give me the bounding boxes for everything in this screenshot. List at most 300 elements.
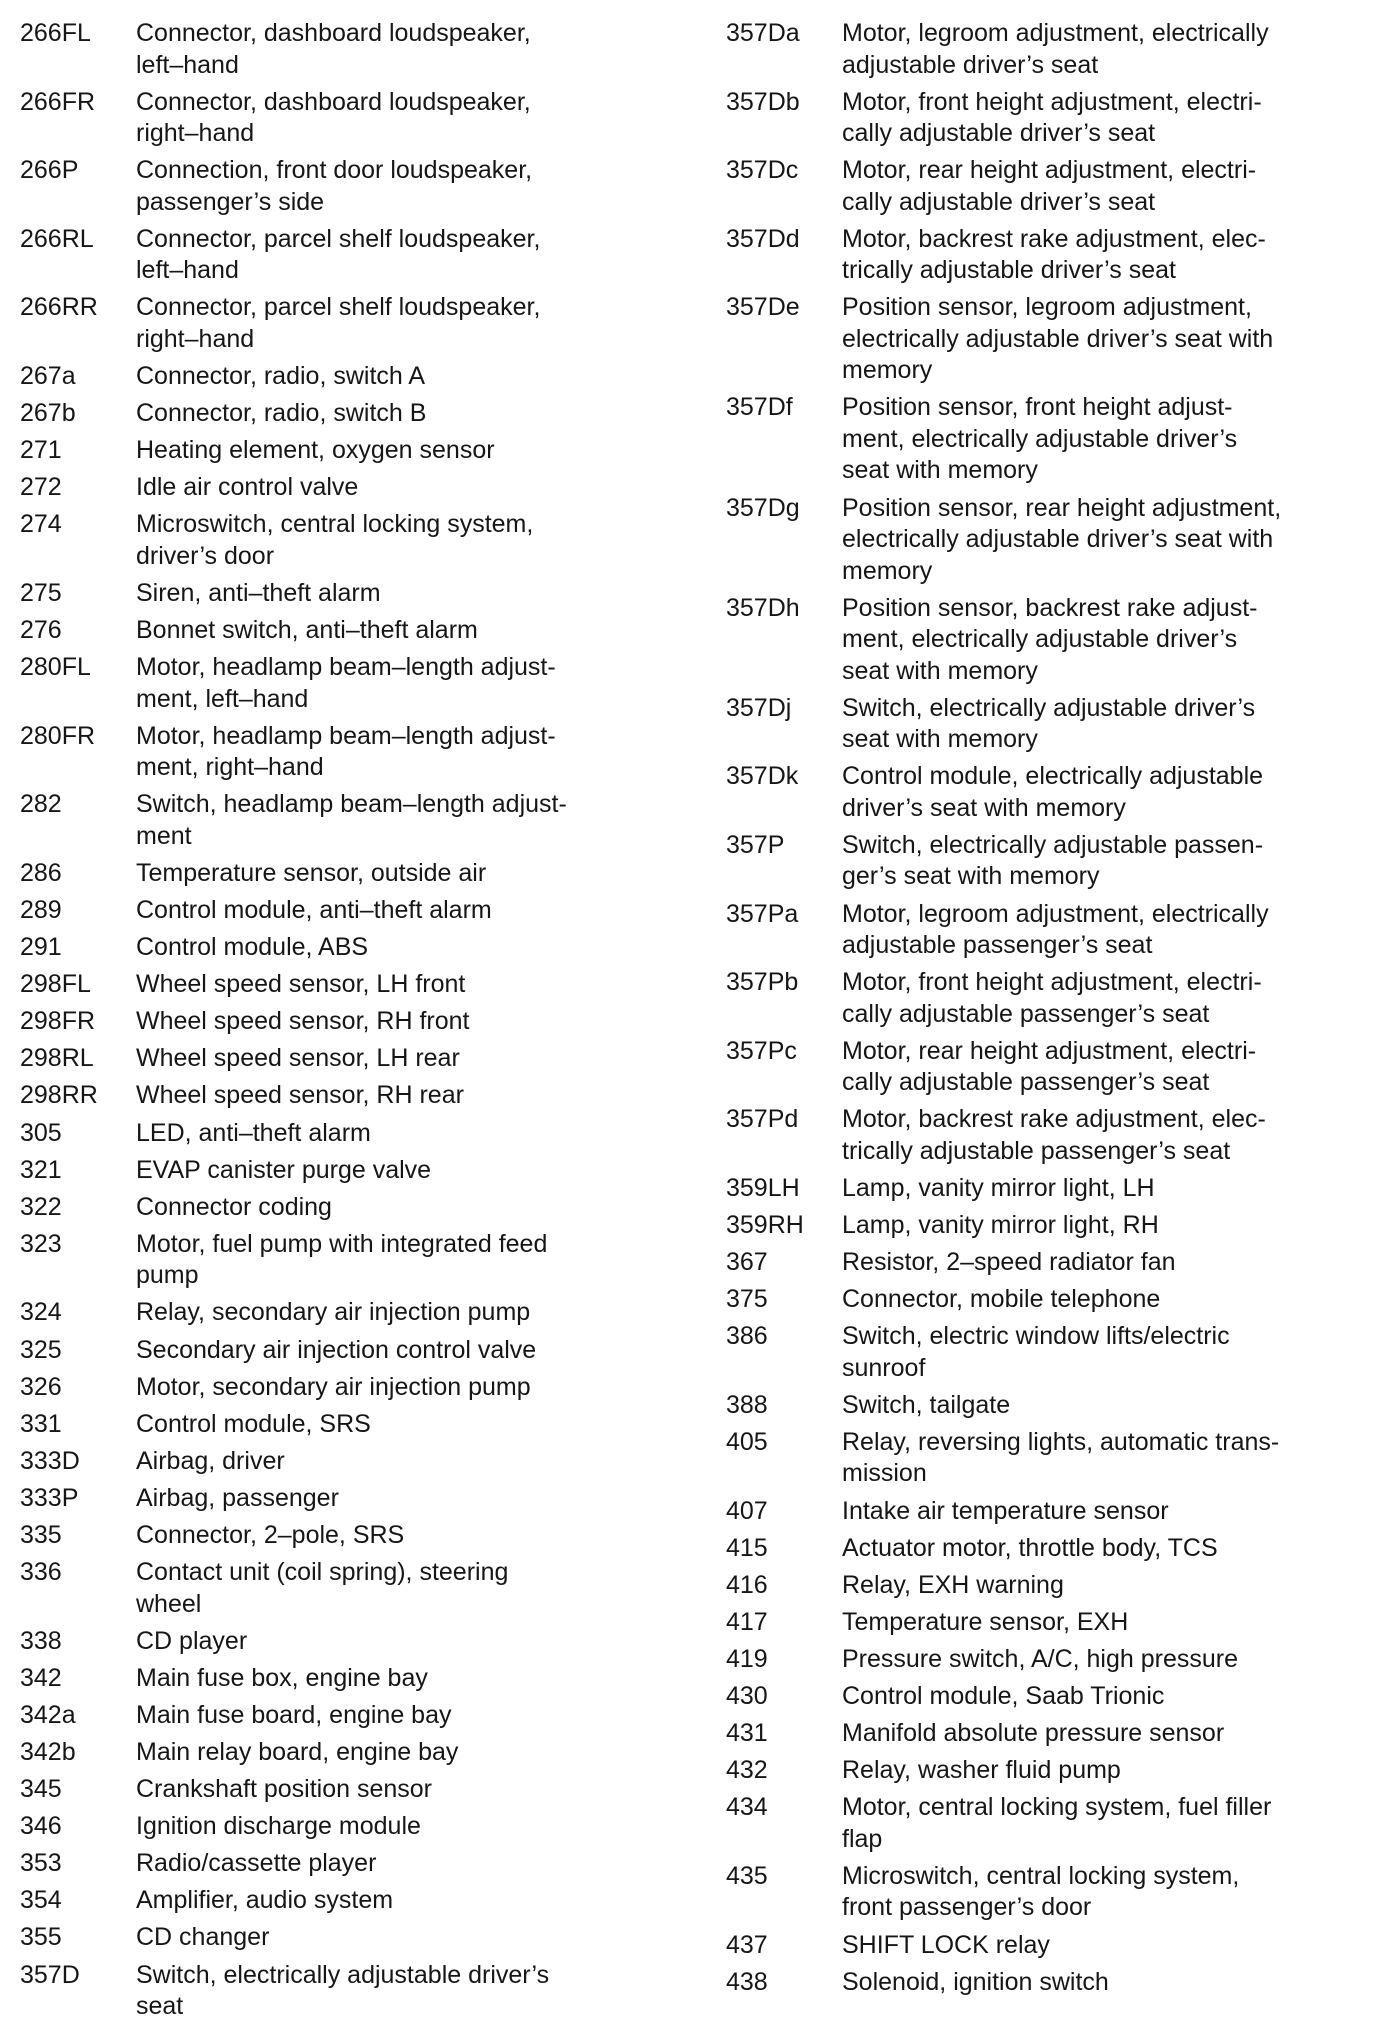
component-description <box>136 155 656 218</box>
component-description <box>136 652 656 715</box>
component-code: 357P <box>726 830 785 859</box>
legend-entry <box>20 1737 660 1769</box>
component-code: 274 <box>20 510 62 539</box>
legend-entry <box>20 1774 660 1806</box>
component-description <box>136 1372 656 1404</box>
legend-entry <box>726 1496 1366 1528</box>
description-line: flap <box>842 1824 883 1853</box>
legend-entry <box>20 509 660 572</box>
component-description <box>136 1483 656 1515</box>
component-description <box>136 578 656 610</box>
description-line: Connector, dashboard loudspeaker, <box>136 87 531 116</box>
legend-entry <box>20 155 660 218</box>
component-description <box>842 1792 1362 1855</box>
legend-entry <box>20 1557 660 1620</box>
component-description <box>842 1036 1362 1099</box>
description-line: Relay, EXH warning <box>842 1570 1064 1599</box>
legend-entry <box>20 895 660 927</box>
description-line: driver’s seat with memory <box>842 793 1126 822</box>
description-line: ger’s seat with memory <box>842 862 1100 891</box>
component-code: 336 <box>20 1558 62 1587</box>
description-line: Wheel speed sensor, RH front <box>136 1007 470 1036</box>
component-description <box>136 509 656 572</box>
component-description <box>136 1520 656 1552</box>
description-line: SHIFT LOCK relay <box>842 1930 1050 1959</box>
component-description <box>136 1960 656 2023</box>
description-line: CD changer <box>136 1923 270 1952</box>
legend-entry <box>726 1104 1366 1167</box>
component-description <box>136 87 656 150</box>
component-code: 266FR <box>20 87 96 116</box>
component-code: 286 <box>20 858 62 887</box>
description-line: Motor, rear height adjustment, electri- <box>842 156 1257 185</box>
component-description <box>136 932 656 964</box>
legend-entry <box>726 87 1366 150</box>
component-description <box>842 1930 1362 1962</box>
component-code: 353 <box>20 1849 62 1878</box>
component-code: 282 <box>20 790 62 819</box>
component-code: 357Dh <box>726 593 800 622</box>
component-description <box>136 1409 656 1441</box>
legend-entry <box>726 1930 1366 1962</box>
description-line: EVAP canister purge valve <box>136 1155 432 1184</box>
description-line: Main fuse board, engine bay <box>136 1700 452 1729</box>
description-line: Temperature sensor, outside air <box>136 858 487 887</box>
legend-entry <box>726 1173 1366 1205</box>
description-line: Radio/cassette player <box>136 1849 377 1878</box>
description-line: memory <box>842 356 933 385</box>
component-code: 298RR <box>20 1081 98 1110</box>
component-description <box>842 1533 1362 1565</box>
legend-entry <box>20 1483 660 1515</box>
legend-entry <box>20 18 660 81</box>
description-line: Pressure switch, A/C, high pressure <box>842 1644 1238 1673</box>
component-description <box>136 1626 656 1658</box>
description-line: Microswitch, central locking system, <box>842 1861 1240 1890</box>
component-code: 355 <box>20 1923 62 1952</box>
component-code: 357De <box>726 293 800 322</box>
component-description <box>136 1006 656 1038</box>
component-code: 342a <box>20 1700 76 1729</box>
description-line: Actuator motor, throttle body, TCS <box>842 1533 1218 1562</box>
legend-entry <box>20 858 660 890</box>
component-description <box>136 721 656 784</box>
component-description <box>842 1321 1362 1384</box>
legend-entry <box>726 1210 1366 1242</box>
description-line: Control module, anti–theft alarm <box>136 896 492 924</box>
legend-entry <box>726 1390 1366 1422</box>
component-description <box>136 1811 656 1843</box>
component-description <box>136 18 656 81</box>
legend-entry <box>726 1861 1366 1924</box>
description-line: LED, anti–theft alarm <box>136 1118 371 1147</box>
component-code: 359RH <box>726 1211 804 1239</box>
legend-entry <box>726 224 1366 287</box>
legend-entry <box>726 1718 1366 1750</box>
description-line: Wheel speed sensor, LH front <box>136 970 466 999</box>
component-code: 357Da <box>726 19 800 47</box>
component-code: 357Dg <box>726 493 800 522</box>
description-line: Motor, headlamp beam–length adjust- <box>136 721 556 750</box>
description-line: Siren, anti–theft alarm <box>136 578 381 607</box>
component-description <box>136 1557 656 1620</box>
component-description <box>842 1104 1362 1167</box>
description-line: Airbag, passenger <box>136 1483 339 1512</box>
component-description <box>136 1737 656 1769</box>
component-description <box>136 361 656 393</box>
component-code: 266P <box>20 156 79 185</box>
component-code: 357Dk <box>726 762 799 791</box>
component-description <box>842 1496 1362 1528</box>
description-line: Switch, electrically adjustable driver’s <box>842 693 1256 722</box>
legend-entry <box>726 761 1366 824</box>
description-line: electrically adjustable driver’s seat with <box>842 525 1274 554</box>
component-description <box>136 1192 656 1224</box>
description-line: Relay, secondary air injection pump <box>136 1298 531 1327</box>
description-line: ment, right–hand <box>136 753 324 782</box>
description-line: front passenger’s door <box>842 1893 1092 1922</box>
component-description <box>842 87 1362 150</box>
component-code: 275 <box>20 578 62 607</box>
component-code: 266RR <box>20 293 98 322</box>
description-line: right–hand <box>136 119 255 148</box>
component-code: 375 <box>726 1285 768 1314</box>
description-line: Motor, legroom adjustment, electrically <box>842 899 1269 928</box>
component-description <box>136 1774 656 1806</box>
description-line: Intake air temperature sensor <box>842 1496 1169 1525</box>
component-code: 266FL <box>20 19 91 47</box>
description-line: Position sensor, backrest rake adjust- <box>842 593 1258 622</box>
component-code: 367 <box>726 1248 768 1277</box>
legend-entry <box>20 1155 660 1187</box>
component-description <box>842 224 1362 287</box>
component-code: 386 <box>726 1322 768 1351</box>
description-line: mission <box>842 1459 927 1488</box>
component-description <box>136 1118 656 1150</box>
component-description <box>136 435 656 467</box>
component-description <box>136 1663 656 1695</box>
component-code: 280FL <box>20 653 91 682</box>
legend-entry <box>726 1427 1366 1490</box>
component-code: 326 <box>20 1372 62 1401</box>
component-code: 357Db <box>726 87 800 116</box>
legend-entry <box>726 1036 1366 1099</box>
component-description <box>136 292 656 355</box>
component-code: 357Pd <box>726 1105 799 1134</box>
component-code: 331 <box>20 1409 62 1438</box>
component-code: 416 <box>726 1570 768 1599</box>
description-line: electrically adjustable driver’s seat with <box>842 324 1274 353</box>
legend-entry <box>20 789 660 852</box>
component-description <box>842 1390 1362 1422</box>
legend-entry <box>20 1409 660 1441</box>
component-description <box>842 18 1362 81</box>
component-code: 357Dj <box>726 693 792 722</box>
legend-entry <box>20 224 660 287</box>
legend-entry <box>726 593 1366 688</box>
component-description <box>136 1885 656 1917</box>
description-line: seat with memory <box>842 725 1038 754</box>
description-line: cally adjustable driver’s seat <box>842 187 1156 216</box>
component-description <box>842 1427 1362 1490</box>
description-line: left–hand <box>136 50 239 79</box>
legend-column-right <box>726 18 1366 2004</box>
component-code: 434 <box>726 1793 768 1822</box>
description-line: Main relay board, engine bay <box>136 1737 459 1766</box>
description-line: adjustable passenger’s seat <box>842 931 1153 960</box>
legend-entry <box>726 1967 1366 1999</box>
component-code: 415 <box>726 1533 768 1562</box>
component-code: 407 <box>726 1496 768 1525</box>
legend-entry <box>20 1229 660 1292</box>
legend-column-left <box>20 18 660 2028</box>
description-line: Switch, electrically adjustable passen- <box>842 830 1264 859</box>
description-line: Lamp, vanity mirror light, LH <box>842 1173 1155 1202</box>
component-description <box>136 1446 656 1478</box>
description-line: ment, left–hand <box>136 684 309 713</box>
component-code: 305 <box>20 1118 62 1147</box>
legend-entry <box>726 1247 1366 1279</box>
component-code: 321 <box>20 1155 62 1184</box>
legend-entry <box>726 493 1366 588</box>
description-line: Motor, headlamp beam–length adjust- <box>136 653 556 682</box>
description-line: Connector, dashboard loudspeaker, <box>136 19 531 47</box>
description-line: left–hand <box>136 256 239 285</box>
legend-entry <box>726 899 1366 962</box>
component-code: 342b <box>20 1737 76 1766</box>
description-line: seat <box>136 1992 184 2021</box>
legend-entry <box>20 1372 660 1404</box>
component-code: 323 <box>20 1229 62 1258</box>
legend-entry <box>726 392 1366 487</box>
legend-entry <box>20 1006 660 1038</box>
legend-entry <box>20 1335 660 1367</box>
component-code: 354 <box>20 1886 62 1915</box>
component-description <box>842 761 1362 824</box>
component-description <box>842 1247 1362 1279</box>
component-code: 272 <box>20 473 62 502</box>
description-line: Connector coding <box>136 1192 332 1221</box>
component-description <box>842 155 1362 218</box>
component-description <box>136 1848 656 1880</box>
component-description <box>842 899 1362 962</box>
component-code: 298FR <box>20 1007 96 1036</box>
description-line: Position sensor, legroom adjustment, <box>842 293 1252 322</box>
component-code: 437 <box>726 1930 768 1959</box>
component-description <box>136 1335 656 1367</box>
component-code: 357Pa <box>726 899 799 928</box>
description-line: trically adjustable driver’s seat <box>842 256 1176 285</box>
component-code: 267a <box>20 361 76 390</box>
description-line: Microswitch, central locking system, <box>136 510 534 539</box>
component-description <box>842 493 1362 588</box>
component-description <box>136 789 656 852</box>
legend-entry <box>20 292 660 355</box>
component-code: 280FR <box>20 721 96 750</box>
legend-entry <box>20 1192 660 1224</box>
component-code: 417 <box>726 1607 768 1636</box>
description-line: Motor, legroom adjustment, electrically <box>842 19 1269 47</box>
description-line: Manifold absolute pressure sensor <box>842 1719 1225 1748</box>
legend-entry <box>726 1570 1366 1602</box>
description-line: Motor, rear height adjustment, electri- <box>842 1036 1257 1065</box>
description-line: Connector, parcel shelf loudspeaker, <box>136 224 541 253</box>
description-line: Motor, backrest rake adjustment, elec- <box>842 1105 1266 1134</box>
legend-entry <box>20 87 660 150</box>
component-code: 346 <box>20 1812 62 1841</box>
description-line: adjustable driver’s seat <box>842 50 1099 79</box>
legend-entry <box>20 472 660 504</box>
component-description <box>842 392 1362 487</box>
component-description <box>136 398 656 430</box>
description-line: wheel <box>136 1589 202 1618</box>
description-line: Airbag, driver <box>136 1446 285 1475</box>
legend-entry <box>20 652 660 715</box>
description-line: Control module, SRS <box>136 1409 371 1438</box>
description-line: memory <box>842 556 933 585</box>
legend-entry <box>726 1533 1366 1565</box>
legend-entry <box>726 1792 1366 1855</box>
component-description <box>842 967 1362 1030</box>
component-description <box>842 1718 1362 1750</box>
legend-entry <box>20 721 660 784</box>
component-description <box>842 1570 1362 1602</box>
description-line: Resistor, 2–speed radiator fan <box>842 1248 1176 1277</box>
legend-entry <box>726 1321 1366 1384</box>
description-line: Lamp, vanity mirror light, RH <box>842 1211 1159 1239</box>
component-code: 357Df <box>726 393 793 422</box>
description-line: pump <box>136 1261 199 1290</box>
legend-entry <box>20 969 660 1001</box>
component-code: 357Dd <box>726 224 800 253</box>
description-line: Secondary air injection control valve <box>136 1335 537 1364</box>
description-line: Connector, parcel shelf loudspeaker, <box>136 293 541 322</box>
component-code: 359LH <box>726 1173 800 1202</box>
component-code: 289 <box>20 896 62 924</box>
component-code: 333P <box>20 1483 79 1512</box>
component-description <box>136 895 656 927</box>
component-code: 324 <box>20 1298 62 1327</box>
legend-entry <box>20 1446 660 1478</box>
description-line: Ignition discharge module <box>136 1812 421 1841</box>
component-code: 322 <box>20 1192 62 1221</box>
legend-entry <box>20 435 660 467</box>
legend-entry <box>20 578 660 610</box>
component-description <box>136 858 656 890</box>
component-code: 438 <box>726 1967 768 1996</box>
legend-entry <box>20 1118 660 1150</box>
component-description <box>842 1173 1362 1205</box>
component-description <box>842 1607 1362 1639</box>
description-line: Bonnet switch, anti–theft alarm <box>136 616 478 645</box>
component-description <box>842 1210 1362 1242</box>
description-line: Control module, Saab Trionic <box>842 1682 1165 1711</box>
component-description <box>136 1080 656 1112</box>
legend-entry <box>726 693 1366 756</box>
description-line: Control module, ABS <box>136 933 369 962</box>
description-line: Motor, front height adjustment, electri- <box>842 87 1262 116</box>
legend-entry <box>20 615 660 647</box>
description-line: Connector, mobile telephone <box>842 1285 1161 1314</box>
description-line: Relay, washer fluid pump <box>842 1756 1121 1785</box>
legend-entry <box>20 1080 660 1112</box>
component-code: 271 <box>20 436 62 465</box>
component-description <box>136 472 656 504</box>
component-description <box>842 1681 1362 1713</box>
description-line: Motor, secondary air injection pump <box>136 1372 531 1401</box>
component-code: 405 <box>726 1427 768 1456</box>
component-description <box>136 1043 656 1075</box>
description-line: Connector, radio, switch B <box>136 399 427 428</box>
component-description <box>842 693 1362 756</box>
component-description <box>842 1755 1362 1787</box>
legend-entry <box>20 932 660 964</box>
component-code: 357D <box>20 1960 80 1989</box>
component-code: 276 <box>20 616 62 645</box>
legend-entry <box>726 292 1366 387</box>
description-line: Control module, electrically adjustable <box>842 762 1264 791</box>
description-line: Solenoid, ignition switch <box>842 1967 1109 1996</box>
component-description <box>136 1297 656 1329</box>
legend-entry <box>20 1811 660 1843</box>
legend-entry <box>726 1681 1366 1713</box>
description-line: right–hand <box>136 324 255 353</box>
description-line: driver’s door <box>136 541 275 570</box>
component-description <box>842 830 1362 893</box>
description-line: Connector, 2–pole, SRS <box>136 1521 405 1549</box>
description-line: Temperature sensor, EXH <box>842 1607 1129 1636</box>
component-description <box>136 1155 656 1187</box>
component-code: 335 <box>20 1521 62 1549</box>
description-line: Wheel speed sensor, RH rear <box>136 1081 464 1110</box>
description-line: ment, electrically adjustable driver’s <box>842 424 1238 453</box>
legend-entry <box>20 1922 660 1954</box>
legend-entry <box>726 1607 1366 1639</box>
component-code: 357Dc <box>726 156 799 185</box>
legend-entry <box>726 1644 1366 1676</box>
component-code: 342 <box>20 1663 62 1692</box>
legend-entry <box>20 1700 660 1732</box>
legend-entry <box>726 18 1366 81</box>
component-description <box>842 1644 1362 1676</box>
legend-entry <box>726 1755 1366 1787</box>
component-code: 338 <box>20 1626 62 1655</box>
legend-entry <box>20 1663 660 1695</box>
component-description <box>136 1229 656 1292</box>
component-code: 266RL <box>20 224 94 253</box>
legend-entry <box>726 155 1366 218</box>
component-code: 291 <box>20 933 62 962</box>
component-description <box>136 224 656 287</box>
component-description <box>842 1861 1362 1924</box>
component-code: 388 <box>726 1390 768 1419</box>
description-line: Connector, radio, switch A <box>136 361 426 390</box>
component-code: 298RL <box>20 1044 94 1073</box>
description-line: seat with memory <box>842 656 1038 685</box>
component-code: 435 <box>726 1861 768 1890</box>
component-description <box>842 1284 1362 1316</box>
description-line: Switch, electrically adjustable driver’s <box>136 1960 550 1989</box>
description-line: Motor, fuel pump with integrated feed <box>136 1229 548 1258</box>
description-line: sunroof <box>842 1353 926 1382</box>
component-code: 325 <box>20 1335 62 1364</box>
component-description <box>842 1967 1362 1999</box>
description-line: Amplifier, audio system <box>136 1886 394 1915</box>
component-code: 267b <box>20 399 76 428</box>
description-line: Motor, central locking system, fuel filler <box>842 1793 1272 1822</box>
legend-entry <box>20 1885 660 1917</box>
component-code: 430 <box>726 1682 768 1711</box>
